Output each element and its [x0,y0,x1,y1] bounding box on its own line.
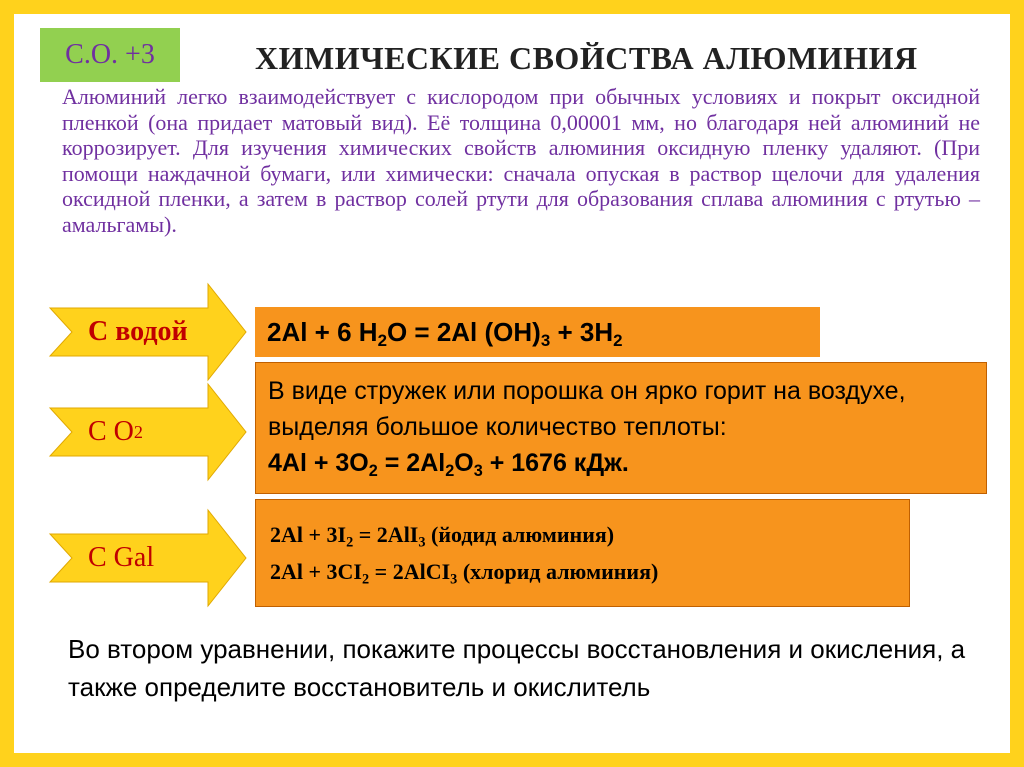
oxygen-equation: $4Al + 3O_2 = 2Al_2O_3 + 1676$ кДж. [268,449,629,480]
arrow-water [48,282,248,382]
arrow-oxygen-label: С О 2 [88,416,143,447]
chloride-equation: $2Al + 3CI_2$ = 2AlCI$_3$ (хлорид алюминия) [270,559,659,588]
arrow-halogen [48,508,248,608]
oxygen-description: В виде стружек или порошка он ярко горит на воздухе, выделяя большое количество теплоты: [268,377,906,441]
water-equation-box: 2Al + 6 $H_2O = 2Al$ $(OH)_3 + 3H_2$ [255,307,820,357]
arrow-oxygen [48,382,248,482]
iodide-equation: $2Al + 3I_2 = 2AlI_3$ (йодид алюминия) [270,522,615,551]
intro-paragraph: Алюминий легко взаимодействует с кислородом при обычных условиях и покрыт оксидной пленкой (она придает матовый вид). Её толщина 0,00001 мм, но благодаря ней алюминий не коррозирует. Для изучения химических свойств алюминия оксидную пленку удаляют. (При помощи наждачной бумаги, или химически: сначала опуская в раствор щелочи для удаления оксидной пленки, а затем в раствор солей ртути для образования сплава алюминия с ртутью – амальгамы). [62,84,980,237]
oxidation-state-badge: С.О. +3 [40,28,180,82]
oxygen-reaction-box [255,362,987,494]
arrow-water-label: С водой [88,316,188,347]
page-title: ХИМИЧЕСКИЕ СВОЙСТВА АЛЮМИНИЯ [255,40,918,76]
arrow-shape [48,382,248,482]
arrow-halogen-label: С Gal [88,542,155,573]
task-question: Во втором уравнении, покажите процессы восстановления и окисления, а также определите восстановитель и окислитель [68,634,966,702]
halogen-reaction-box [255,499,910,607]
